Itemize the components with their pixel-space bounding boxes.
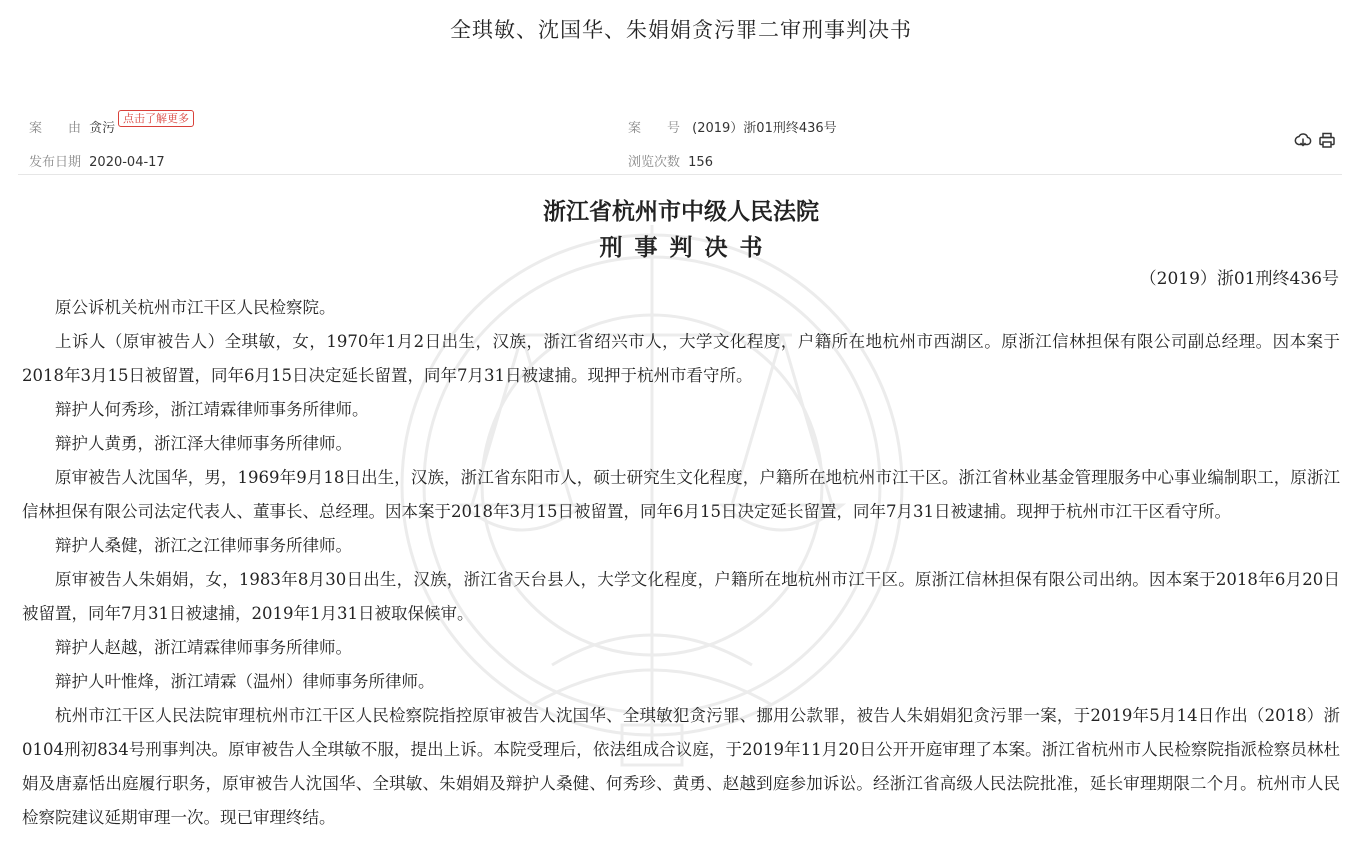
publish-date-label: 发布日期 <box>29 155 82 170</box>
paragraph: 杭州市江干区人民法院审理杭州市江干区人民检察院指控原审被告人沈国华、全琪敏犯贪污罪、挪用公款罪，被告人朱娟娟犯贪污罪一案，于2019年5月14日作出（2018）浙0104刑初834号刑事判决。原审被告人全琪敏不服，提出上诉。本院受理后，依法组成合议庭，于2019年11月20日公开开庭审理了本案。浙江省杭州市人民检察院指派检察员林杜娟及唐嘉恬出庭履行职务，原审被告人沈国华、全琪敏、朱娟娟及辩护人桑健、何秀珍、黄勇、赵越到庭参加诉讼。经浙江省高级人民法院批准，延长审理期限二个月。杭州市人民检察院建议延期审理一次。现已审理终结。 <box>22 706 1340 827</box>
court-name: 浙江省杭州市中级人民法院 <box>543 198 819 225</box>
paragraph: 原审被告人朱娟娟，女，1983年8月30日出生，汉族，浙江省天台县人，大学文化程度，户籍所在地杭州市江干区。原浙江信林担保有限公司出纳。因本案于2018年6月20日被留置，同年7月31日被逮捕，2019年1月31日被取保候审。 <box>22 570 1340 623</box>
paragraph: 辩护人何秀珍，浙江靖霖律师事务所律师。 <box>55 400 369 419</box>
download-icon[interactable] <box>1294 131 1312 149</box>
paragraph: 上诉人（原审被告人）全琪敏，女，1970年1月2日出生，汉族，浙江省绍兴市人，大学文化程度，户籍所在地杭州市西湖区。原浙江信林担保有限公司副总经理。因本案于2018年3月15日被留置，同年6月15日决定延长留置，同年7月31日被逮捕。现押于杭州市看守所。 <box>22 332 1340 385</box>
header-divider <box>18 174 1342 175</box>
print-icon[interactable] <box>1318 131 1336 149</box>
case-cause-label: 案 由 <box>29 121 82 136</box>
judgment-body <box>22 291 1340 835</box>
case-number <box>628 117 837 136</box>
document-title: 全琪敏、沈国华、朱娟娟贪污罪二审刑事判决书 <box>450 18 912 42</box>
paragraph: 原审被告人沈国华，男，1969年9月18日出生，汉族，浙江省东阳市人，硕士研究生文化程度，户籍所在地杭州市江干区。浙江省林业基金管理服务中心事业编制职工，原浙江信林担保有限公司法定代表人、董事长、总经理。因本案于2018年3月15日被留置，同年6月15日决定延长留置，同年7月31日被逮捕。现押于杭州市江干区看守所。 <box>22 468 1340 521</box>
paragraph: 辩护人桑健，浙江之江律师事务所律师。 <box>55 536 352 555</box>
case-cause-value[interactable]: 贪污 <box>89 121 116 136</box>
view-count-value: 156 <box>688 155 713 170</box>
paragraph: 辩护人叶惟烽，浙江靖霖（温州）律师事务所律师。 <box>55 672 435 691</box>
case-number-value: (2019）浙01刑终436号 <box>692 121 837 136</box>
paragraph: 辩护人赵越，浙江靖霖律师事务所律师。 <box>55 638 352 657</box>
publish-date <box>29 151 165 170</box>
case-number-label: 案 号 <box>628 121 681 136</box>
view-count-label: 浏览次数 <box>628 155 681 170</box>
view-count <box>628 151 713 170</box>
case-cause <box>29 117 115 136</box>
document-type: 刑事判决书 <box>599 234 775 261</box>
publish-date-value: 2020-04-17 <box>89 155 165 170</box>
document-case-number: （2019）浙01刑终436号 <box>1139 269 1339 289</box>
paragraph: 原公诉机关杭州市江干区人民检察院。 <box>55 298 336 317</box>
learn-more-tag[interactable]: 点击了解更多 <box>118 110 194 127</box>
paragraph: 辩护人黄勇，浙江泽大律师事务所律师。 <box>55 434 352 453</box>
